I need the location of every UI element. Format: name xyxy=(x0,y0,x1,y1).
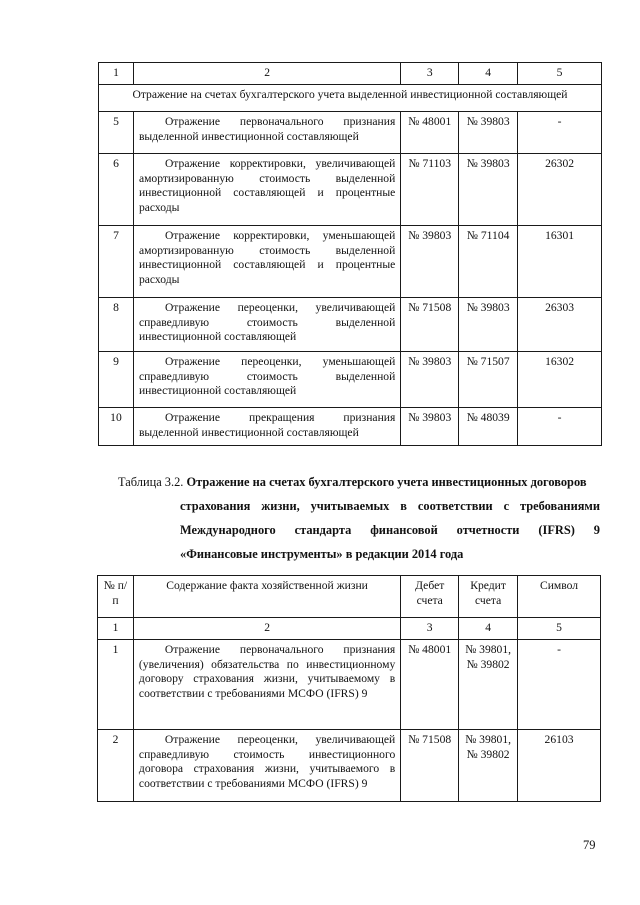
row-credit: № 39803 xyxy=(459,153,518,225)
row-description: Отражение переоценки, увеличивающей справедливую стоимость инвестиционного договора страхования жизни, учитываемого в соответствии с требованиями МСФО (IFRS) 9 xyxy=(133,729,400,801)
column-index-3: 3 xyxy=(401,63,459,85)
header-debit: Дебет счета xyxy=(401,576,459,618)
row-number: 8 xyxy=(99,297,134,351)
accounting-table-3-2 xyxy=(97,575,601,802)
row-number: 10 xyxy=(99,407,134,445)
section-title-row xyxy=(99,84,602,111)
row-debit: № 48001 xyxy=(401,639,459,729)
row-credit: № 71104 xyxy=(459,225,518,297)
row-number: 5 xyxy=(99,111,134,153)
row-debit: № 71103 xyxy=(401,153,459,225)
table-caption xyxy=(118,470,600,566)
section-title: Отражение на счетах бухгалтерского учета выделенной инвестиционной составляющей xyxy=(99,84,602,111)
row-description: Отражение переоценки, уменьшающей справедливую стоимость выделенной инвестиционной составляющей xyxy=(133,351,400,407)
table-header-row xyxy=(99,63,602,85)
column-index-1: 1 xyxy=(98,618,134,640)
column-index-2: 2 xyxy=(133,63,400,85)
row-debit: № 48001 xyxy=(401,111,459,153)
row-description: Отражение переоценки, увеличивающей справедливую стоимость выделенной инвестиционной составляющей xyxy=(133,297,400,351)
column-index-2: 2 xyxy=(133,618,400,640)
accounting-table-continued xyxy=(98,62,602,446)
row-number: 6 xyxy=(99,153,134,225)
row-symbol: 26302 xyxy=(518,153,602,225)
table-row xyxy=(99,407,602,445)
row-debit: № 71508 xyxy=(401,729,459,801)
row-debit: № 39803 xyxy=(401,351,459,407)
table-row xyxy=(99,111,602,153)
row-number: 7 xyxy=(99,225,134,297)
row-symbol: 16301 xyxy=(518,225,602,297)
caption-title-line-4: «Финансовые инструменты» в редакции 2014 года xyxy=(180,547,464,561)
caption-title-line-2: страхования жизни, учитываемых в соответствии с требованиями xyxy=(180,499,600,513)
column-index-5: 5 xyxy=(518,63,602,85)
row-symbol: 26303 xyxy=(518,297,602,351)
caption-label: Таблица 3.2. xyxy=(118,475,184,489)
header-symbol: Символ xyxy=(518,576,601,618)
table-row xyxy=(99,351,602,407)
row-credit: № 39801, № 39802 xyxy=(459,729,518,801)
header-credit: Кредит счета xyxy=(459,576,518,618)
table-row xyxy=(98,729,601,801)
row-symbol: - xyxy=(518,111,602,153)
table-row xyxy=(99,225,602,297)
row-number: 9 xyxy=(99,351,134,407)
row-credit: № 39801, № 39802 xyxy=(459,639,518,729)
row-description: Отражение корректировки, увеличивающей амортизированную стоимость выделенной инвестиционной составляющей и процентные расходы xyxy=(133,153,400,225)
row-symbol: - xyxy=(518,639,601,729)
row-debit: № 39803 xyxy=(401,407,459,445)
column-index-5: 5 xyxy=(518,618,601,640)
table-header-row xyxy=(98,576,601,618)
row-description: Отражение прекращения признания выделенной инвестиционной составляющей xyxy=(133,407,400,445)
row-credit: № 39803 xyxy=(459,111,518,153)
caption-title-line-3: Международного стандарта финансовой отчетности (IFRS) 9 xyxy=(180,523,600,537)
header-content: Содержание факта хозяйственной жизни xyxy=(133,576,400,618)
column-index-1: 1 xyxy=(99,63,134,85)
row-symbol: 16302 xyxy=(518,351,602,407)
row-credit: № 48039 xyxy=(459,407,518,445)
table-row xyxy=(99,297,602,351)
row-description: Отражение корректировки, уменьшающей амортизированную стоимость выделенной инвестиционной составляющей и процентные расходы xyxy=(133,225,400,297)
row-symbol: 26103 xyxy=(518,729,601,801)
row-number: 1 xyxy=(98,639,134,729)
column-index-4: 4 xyxy=(459,63,518,85)
row-debit: № 39803 xyxy=(401,225,459,297)
column-index-3: 3 xyxy=(401,618,459,640)
header-number: № п/п xyxy=(98,576,134,618)
row-debit: № 71508 xyxy=(401,297,459,351)
row-description: Отражение первоначального признания выделенной инвестиционной составляющей xyxy=(133,111,400,153)
table-row xyxy=(98,639,601,729)
caption-title-line-1: Отражение на счетах бухгалтерского учета инвестиционных договоров xyxy=(186,475,587,489)
page-number: 79 xyxy=(583,838,596,852)
row-credit: № 39803 xyxy=(459,297,518,351)
column-index-4: 4 xyxy=(459,618,518,640)
row-symbol: - xyxy=(518,407,602,445)
caption-line-1 xyxy=(118,470,600,494)
column-index-row xyxy=(98,618,601,640)
row-credit: № 71507 xyxy=(459,351,518,407)
table-row xyxy=(99,153,602,225)
row-description: Отражение первоначального признания (увеличения) обязательства по инвестиционному договору страхования жизни, учитываемому в соответствии с требованиями МСФО (IFRS) 9 xyxy=(133,639,400,729)
row-number: 2 xyxy=(98,729,134,801)
